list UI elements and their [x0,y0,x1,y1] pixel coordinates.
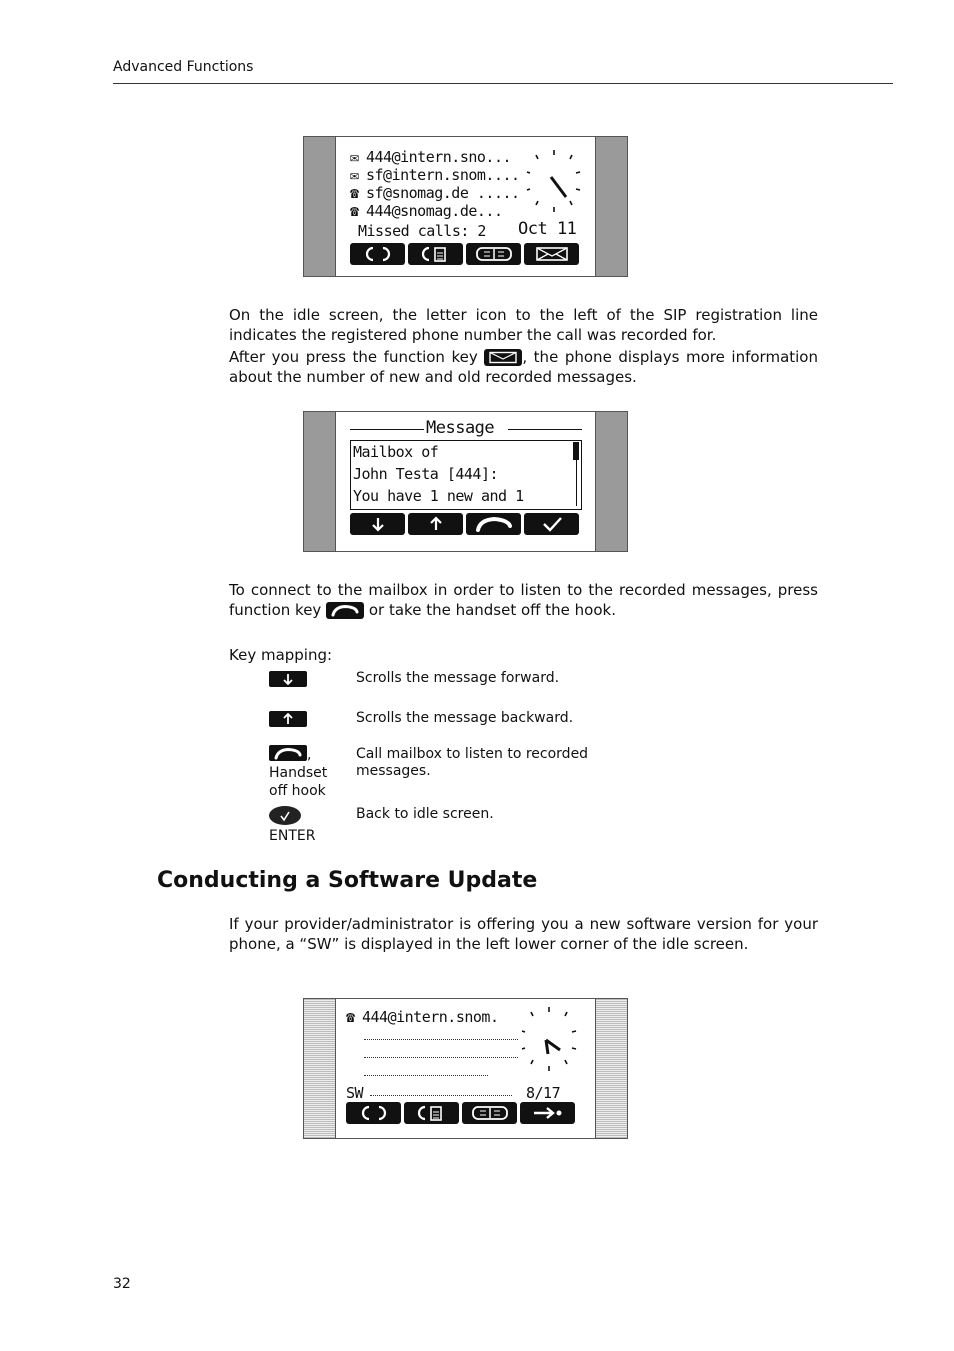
directory-softkey[interactable] [462,1102,517,1124]
registration-line-4: 444@snomag.de... [366,202,503,220]
redial-icon [365,246,391,262]
arrow-up-icon [428,516,444,532]
envelope-icon [535,246,569,262]
paragraph-idle-icon: On the idle screen, the letter icon to the left of the SIP registration line indicates the registered phone number the call was recorded for. [229,306,818,344]
idle-screen-software-update [303,998,628,1139]
envelope-icon [488,351,518,364]
redial-softkey[interactable] [350,243,405,265]
softkey-bar [350,243,579,265]
scrollbar-thumb[interactable] [573,442,579,460]
message-title: Message [426,418,495,438]
ok-softkey[interactable] [524,513,579,535]
call-list-icon [417,1105,447,1121]
scroll-down-softkey[interactable] [350,513,405,535]
paragraph-function-key [229,347,818,387]
message-line-1: Mailbox of [353,443,439,461]
key-mapping-title: Key mapping: [229,646,333,664]
missed-calls-text: Missed calls: 2 [358,222,486,240]
title-rule-right [508,429,582,430]
key-desc-forward: Scrolls the message forward. [356,670,560,686]
key-label-enter: ENTER [269,828,316,844]
redial-softkey[interactable] [346,1102,401,1124]
screen-bezel-right [595,412,627,551]
check-icon [541,516,563,532]
key-desc-idle: Back to idle screen. [356,806,494,822]
message-softkey[interactable] [524,243,579,265]
paragraph-software-update: If your provider/administrator is offering you a new software version for your phone, a “SW” is displayed in the left lower corner of the idle screen. [229,915,818,953]
page-number: 32 [113,1276,131,1292]
phone-icon: ☎ [350,202,359,220]
message-line-3: You have 1 new and 1 [353,487,524,505]
softkey-bar [350,513,579,535]
call-mailbox-softkey[interactable] [466,513,521,535]
directory-softkey[interactable] [466,243,521,265]
directory-icon [475,246,513,262]
date-text: 8/17 [526,1084,561,1102]
phone-icon: ☎ [346,1008,355,1026]
registration-line-3: sf@snomag.de ..... [366,184,520,202]
phone-icon: ☎ [350,184,359,202]
call-list-softkey[interactable] [408,243,463,265]
arrow-up-icon [282,713,294,725]
screen-bezel-left [304,999,336,1138]
envelope-icon: ✉ [350,166,359,184]
call-list-icon [421,246,451,262]
header-rule [113,83,893,84]
registration-line-1: 444@intern.snom. [362,1008,499,1026]
arrow-right-icon [531,1105,565,1121]
handset-icon [329,604,361,617]
screen-bezel-right [595,137,627,276]
empty-line-2 [364,1039,518,1040]
enter-key [269,806,301,825]
status-line-dots [370,1095,512,1096]
scrollbar-track [576,460,577,506]
softkey-bar [346,1102,575,1124]
paragraph-text: , the phone displays more information about the number of new and old recorded messages. [229,348,818,386]
arrow-down-icon [282,673,294,685]
key-label-handset: , Handset off hook [269,747,328,799]
clock-icon [520,1004,578,1074]
empty-line-3 [364,1057,518,1058]
scroll-down-key [269,671,307,687]
check-icon [279,810,291,822]
forward-softkey[interactable] [520,1102,575,1124]
software-update-indicator: SW [346,1084,364,1102]
idle-screen-missed-calls [303,136,628,277]
key-desc-call-mailbox: Call mailbox to listen to recorded messages. [356,746,589,779]
clock-icon [526,147,582,215]
envelope-icon: ✉ [350,148,359,166]
date-text: Oct 11 [518,219,577,239]
message-key-inline [484,349,522,366]
key-desc-backward: Scrolls the message backward. [356,710,574,726]
section-heading: Conducting a Software Update [157,868,538,893]
paragraph-connect-mailbox [229,580,818,620]
screen-bezel-left [304,412,336,551]
paragraph-text: After you press the function key [229,348,478,366]
handset-icon [474,516,514,532]
directory-icon [471,1105,509,1121]
paragraph-text: or take the handset off the hook. [364,601,616,619]
call-list-softkey[interactable] [404,1102,459,1124]
handset-key-inline [326,602,364,619]
registration-line-2: sf@intern.snom.... [366,166,520,184]
scroll-up-softkey[interactable] [408,513,463,535]
title-rule-left [350,429,424,430]
screen-bezel-left [304,137,336,276]
paragraph-text: To connect to the mailbox in order to listen to the recorded messages, press function key [229,581,818,619]
registration-line-1: 444@intern.sno... [366,148,512,166]
message-screen [303,411,628,552]
scroll-up-key [269,711,307,727]
message-line-2: John Testa [444]: [353,465,499,483]
running-header: Advanced Functions [113,59,254,75]
redial-icon [361,1105,387,1121]
arrow-down-icon [370,516,386,532]
empty-line-4 [364,1075,488,1076]
screen-bezel-right [595,999,627,1138]
